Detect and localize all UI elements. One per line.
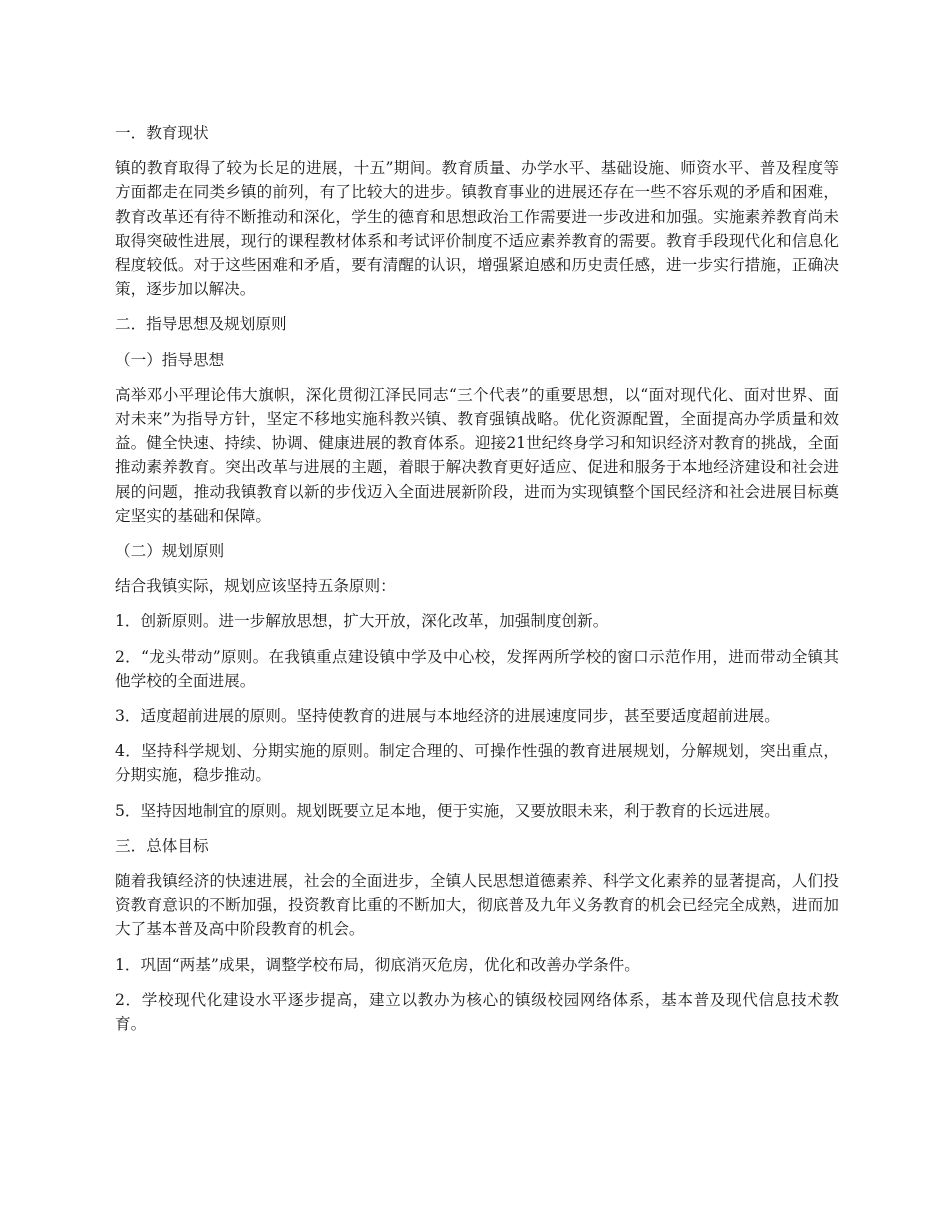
- paragraph-principles-intro: 结合我镇实际，规划应该坚持五条原则：: [115, 577, 396, 596]
- section-heading-1: 一．教育现状: [115, 124, 209, 142]
- paragraph-education-status: 镇的教育取得了较为长足的进展，十五”期间。教育质量、办学水平、基础设施、师资水平、普及程度等方面都走在同类乡镇的前列，有了比较大的进步。镇教育事业的进展还存在一些不容乐观的矛盾和困难，教育改革还有待不断推动和深化，学生的德育和思想政治工作需要进一步改进和加强。实施素养教育尚未取得突破性进展，现行的课程教材体系和考试评价制度不适应素养教育的需要。教育手段现代化和信息化程度较低。对于这些困难和矛盾，要有清醒的认识，增强紧迫感和历史责任感，进一步实行措施，正确决策，逐步加以解决。: [115, 159, 839, 299]
- list-item-principle-3: 3．适度超前进展的原则。坚持使教育的进展与本地经济的进展速度同步，甚至要适度超前进展。: [115, 707, 780, 726]
- list-item-principle-1: 1．创新原则。进一步解放思想，扩大开放，深化改革，加强制度创新。: [115, 612, 609, 631]
- list-item-principle-4: 4．坚持科学规划、分期实施的原则。制定合理的、可操作性强的教育进展规划，分解规划，突出重点，分期实施，稳步推动。: [115, 742, 839, 785]
- document-page: [115, 121, 839, 1047]
- paragraph-overall-goals: 随着我镇经济的快速进展，社会的全面进步，全镇人民思想道德素养、科学文化素养的显著提高，人们投资教育意识的不断加强，投资教育比重的不断加大，彻底普及九年义务教育的机会已经完全成熟，进而加大了基本普及高中阶段教育的机会。: [115, 872, 839, 939]
- list-item-principle-2: 2．“龙头带动”原则。在我镇重点建设镇中学及中心校，发挥两所学校的窗口示范作用，进而带动全镇其他学校的全面进展。: [115, 647, 839, 690]
- list-item-principle-5: 5．坚持因地制宜的原则。规划既要立足本地，便于实施，又要放眼未来，利于教育的长远进展。: [115, 801, 780, 820]
- paragraph-guiding-thought: 高举邓小平理论伟大旗帜，深化贯彻江泽民同志“三个代表”的重要思想，以“面对现代化、面对世界、面对未来”为指导方针，坚定不移地实施科教兴镇、教育强镇战略。优化资源配置，全面提高办学质量和效益。健全快速、持续、协调、健康进展的教育体系。迎接21世纪终身学习和知识经济对教育的挑战，全面推动素养教育。突出改革与进展的主题，着眼于解决教育更好适应、促进和服务于本地经济建设和社会进展的问题，推动我镇教育以新的步伐迈入全面进展新阶段，进而为实现镇整个国民经济和社会进展目标奠定坚实的基础和保障。: [115, 385, 839, 525]
- list-item-goal-2: 2．学校现代化建设水平逐步提高，建立以教办为核心的镇级校园网络体系，基本普及现代信息技术教育。: [115, 990, 839, 1034]
- section-heading-2: 二．指导思想及规划原则: [115, 315, 287, 334]
- subsection-heading-planning-principles: （二）规划原则: [115, 542, 225, 561]
- section-heading-3: 三．总体目标: [115, 836, 209, 855]
- list-item-goal-1: 1．巩固“两基”成果，调整学校布局，彻底消灭危房，优化和改善办学条件。: [115, 955, 640, 974]
- subsection-heading-guiding-thought: （一）指导思想: [115, 350, 225, 369]
